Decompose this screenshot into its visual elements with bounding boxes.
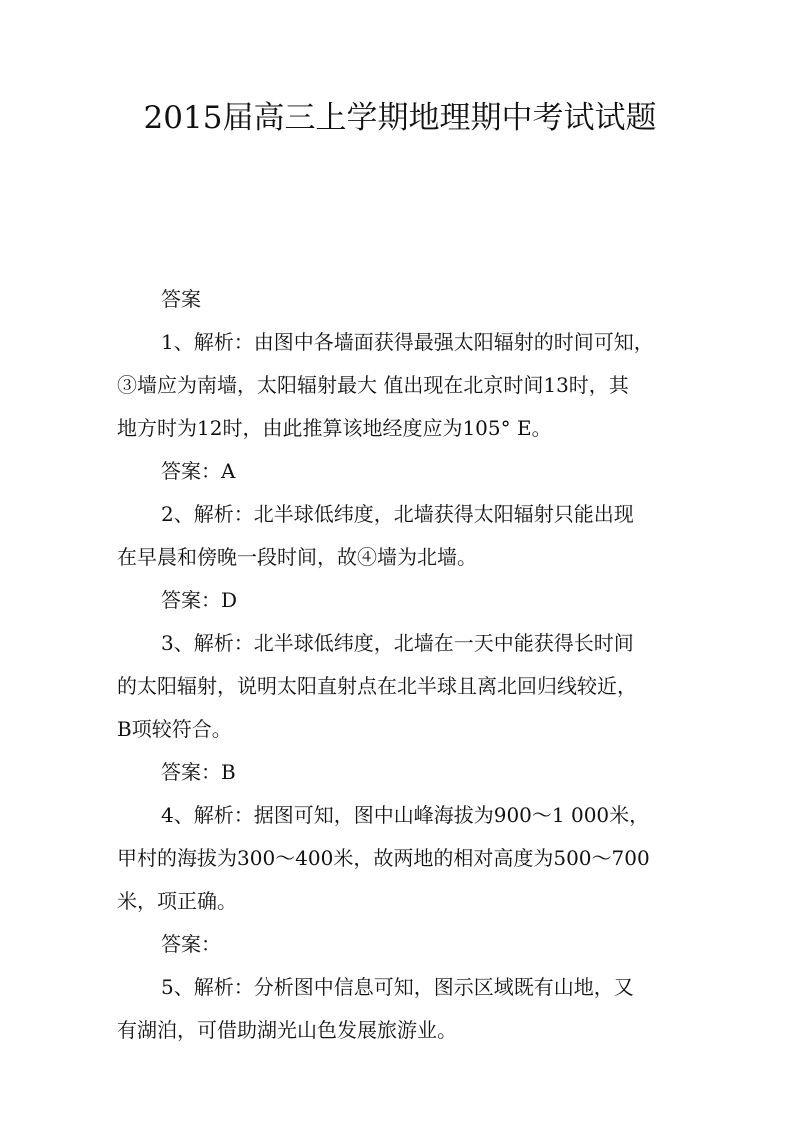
text-line: 1、解析：由图中各墙面获得最强太阳辐射的时间可知， bbox=[161, 330, 654, 354]
text-line: ③墙应为南墙，太阳辐射最大 值出现在北京时间13时，其 bbox=[117, 373, 629, 397]
text-line: 答案：A bbox=[161, 459, 236, 483]
text-line: 答案： bbox=[161, 932, 221, 956]
text-line: 答案：D bbox=[161, 588, 238, 612]
text-line: B项较符合。 bbox=[117, 717, 232, 741]
text-line: 有湖泊，可借助湖光山色发展旅游业。 bbox=[117, 1018, 457, 1042]
text-line: 在早晨和傍晚一段时间，故④墙为北墙。 bbox=[117, 545, 477, 569]
text-line: 4、解析：据图可知，图中山峰海拔为900～1 000米， bbox=[161, 803, 650, 827]
text-line: 答案 bbox=[161, 287, 201, 311]
text-line: 2、解析：北半球低纬度，北墙获得太阳辐射只能出现 bbox=[161, 502, 634, 526]
text-line: 米，项正确。 bbox=[117, 889, 237, 913]
document-title: 2015届高三上学期地理期中考试试题 bbox=[143, 100, 657, 136]
document-body bbox=[117, 278, 693, 1052]
text-line: 的太阳辐射，说明太阳直射点在北半球且离北回归线较近， bbox=[117, 674, 637, 698]
text-line: 5、解析：分析图中信息可知，图示区域既有山地，又 bbox=[161, 975, 634, 999]
text-line: 答案：B bbox=[161, 760, 236, 784]
text-line: 甲村的海拔为300～400米，故两地的相对高度为500～700 bbox=[117, 846, 650, 870]
text-line: 3、解析：北半球低纬度，北墙在一天中能获得长时间 bbox=[161, 631, 634, 655]
text-line: 地方时为12时，由此推算该地经度应为105° E。 bbox=[117, 416, 552, 440]
